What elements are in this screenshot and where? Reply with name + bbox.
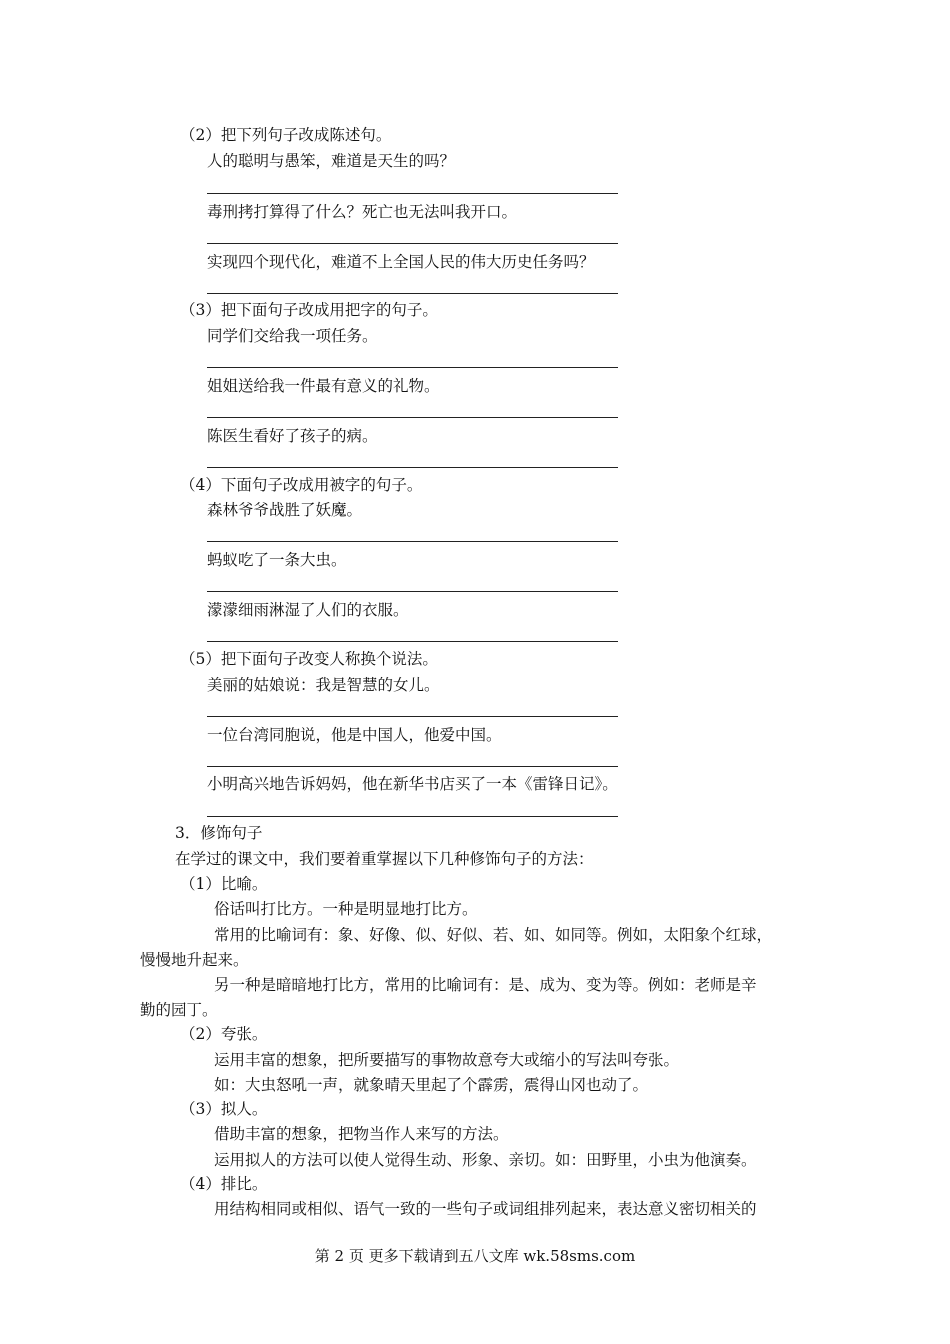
- hyperbole-title: （2）夸张。: [180, 1025, 268, 1043]
- question-3-title: （3）把下面句子改成用把字的句子。: [180, 301, 438, 319]
- metaphor-paragraph-1: 俗话叫打比方。一种是明显地打比方。: [214, 900, 478, 918]
- answer-line[interactable]: [207, 766, 618, 767]
- question-3-sentence-1: 同学们交给我一项任务。: [207, 327, 378, 345]
- question-4-sentence-1: 森林爷爷战胜了妖魔。: [207, 501, 363, 519]
- question-4-sentence-3: 濛濛细雨淋湿了人们的衣服。: [207, 601, 409, 619]
- answer-line[interactable]: [207, 193, 618, 194]
- section-3-heading: 3．修饰句子: [175, 824, 263, 842]
- metaphor-paragraph-3-cont: 勤的园丁。: [140, 1001, 218, 1019]
- question-3-sentence-3: 陈医生看好了孩子的病。: [207, 427, 378, 445]
- hyperbole-paragraph-1: 运用丰富的想象，把所要描写的事物故意夸大或缩小的写法叫夸张。: [214, 1051, 680, 1069]
- page-footer: 第 2 页 更多下载请到五八文库 wk.58sms.com: [314, 1247, 636, 1265]
- answer-line[interactable]: [207, 591, 618, 592]
- personification-paragraph-2: 运用拟人的方法可以使人觉得生动、形象、亲切。如：田野里，小虫为他演奏。: [214, 1151, 757, 1169]
- metaphor-paragraph-3: 另一种是暗暗地打比方，常用的比喻词有：是、成为、变为等。例如：老师是辛: [214, 976, 757, 994]
- personification-paragraph-1: 借助丰富的想象，把物当作人来写的方法。: [214, 1125, 509, 1143]
- question-5-sentence-1: 美丽的姑娘说：我是智慧的女儿。: [207, 676, 440, 694]
- answer-line[interactable]: [207, 417, 618, 418]
- question-4-sentence-2: 蚂蚁吃了一条大虫。: [207, 551, 347, 569]
- question-4-title: （4）下面句子改成用被字的句子。: [180, 476, 423, 494]
- metaphor-paragraph-2-cont: 慢慢地升起来。: [140, 951, 249, 969]
- answer-line[interactable]: [207, 243, 618, 244]
- question-3-sentence-2: 姐姐送给我一件最有意义的礼物。: [207, 377, 440, 395]
- question-5-sentence-2: 一位台湾同胞说，他是中国人，他爱中国。: [207, 726, 502, 744]
- answer-line[interactable]: [207, 467, 618, 468]
- answer-line[interactable]: [207, 293, 618, 294]
- question-2-sentence-2: 毒刑拷打算得了什么？死亡也无法叫我开口。: [207, 203, 518, 221]
- hyperbole-paragraph-2: 如：大虫怒吼一声，就象晴天里起了个霹雳，震得山冈也动了。: [214, 1076, 649, 1094]
- answer-line[interactable]: [207, 367, 618, 368]
- answer-line[interactable]: [207, 816, 618, 817]
- question-2-title: （2）把下列句子改成陈述句。: [180, 126, 392, 144]
- answer-line[interactable]: [207, 641, 618, 642]
- answer-line[interactable]: [207, 541, 618, 542]
- personification-title: （3）拟人。: [180, 1100, 268, 1118]
- metaphor-paragraph-2: 常用的比喻词有：象、好像、似、好似、若、如、如同等。例如，太阳象个红球，: [214, 926, 773, 944]
- question-2-sentence-3: 实现四个现代化，难道不上全国人民的伟大历史任务吗？: [207, 253, 595, 271]
- section-3-intro: 在学过的课文中，我们要着重掌握以下几种修饰句子的方法：: [175, 850, 594, 868]
- metaphor-title: （1）比喻。: [180, 875, 268, 893]
- parallelism-title: （4）排比。: [180, 1175, 268, 1193]
- question-5-sentence-3: 小明高兴地告诉妈妈，他在新华书店买了一本《雷锋日记》。: [207, 775, 618, 793]
- parallelism-paragraph-1: 用结构相同或相似、语气一致的一些句子或词组排列起来，表达意义密切相关的: [214, 1200, 757, 1218]
- question-5-title: （5）把下面句子改变人称换个说法。: [180, 650, 438, 668]
- answer-line[interactable]: [207, 716, 618, 717]
- question-2-sentence-1: 人的聪明与愚笨，难道是天生的吗？: [207, 152, 456, 170]
